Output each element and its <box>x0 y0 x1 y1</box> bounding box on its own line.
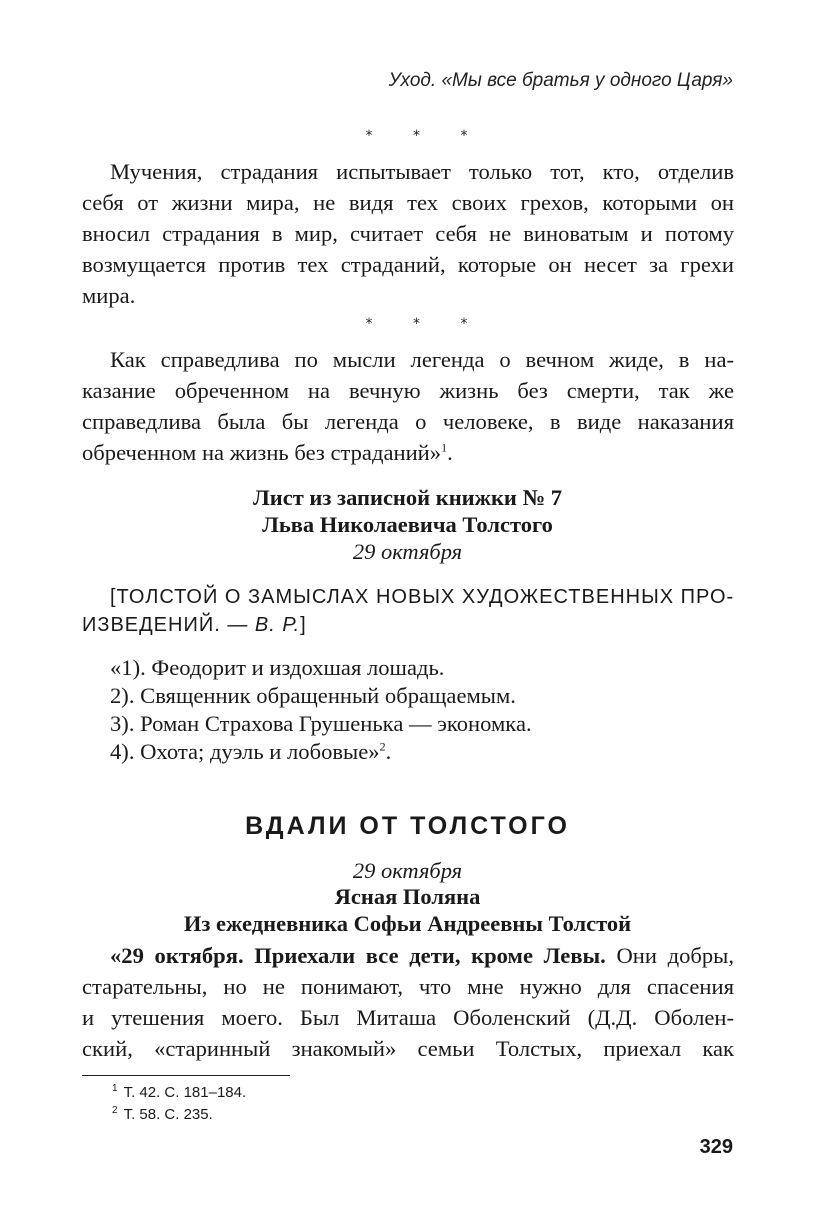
footnote: $^1$ Т. 42. С. 181–184. <box>112 1083 247 1101</box>
editor-note <box>82 583 735 639</box>
list-item: «1). Феодорит и издохшая лошадь. <box>110 655 445 680</box>
notebook-title-line2: Льва Николаевича Толстого <box>262 512 553 537</box>
section-separator: * * * <box>365 316 486 332</box>
footnote-ref: 1 <box>441 440 448 455</box>
text-line: справедлива была бы легенда о человеке, в виде наказания <box>82 409 734 434</box>
text-line: ский, «старинный знакомый» семьи Толстых, приехал как <box>82 1036 734 1061</box>
footnote-divider <box>82 1075 290 1076</box>
notebook-title-line1: Лист из записной книжки № 7 <box>253 485 562 510</box>
notebook-date: 29 октября <box>352 539 463 564</box>
text-line: казание обреченном на вечную жизнь без смерти, так же <box>82 378 734 403</box>
footnotes <box>112 1082 246 1126</box>
text-line: Мучения, страдания испытывает только тот, кто, отделив <box>110 159 734 184</box>
text-line: обреченном на жизнь без страданий»$^1$. <box>82 440 453 465</box>
running-header: Уход. «Мы все братья у одного Царя» <box>388 70 733 91</box>
chapter-source: Из ежедневника Софьи Андреевны Толстой <box>183 911 632 936</box>
text-line: возмущается против тех страданий, которые он несет за грехи <box>82 252 734 277</box>
ideas-list <box>110 654 532 766</box>
paragraph-suffering <box>82 156 734 311</box>
text-line: себя от жизни мира, не видя тех своих грехов, которыми он <box>82 190 734 215</box>
editor-note-line: ИЗВЕДЕНИЙ. — В. Р.] <box>82 614 307 636</box>
text-line: вносил страдания в мир, считает себя не виноватым и потому <box>82 221 734 246</box>
footnote: $^2$ Т. 58. С. 235. <box>112 1105 213 1123</box>
chapter-title: ВДАЛИ ОТ ТОЛСТОГО <box>245 812 570 840</box>
footnote-ref: 2 <box>379 739 386 754</box>
text-line: старательны, но не понимают, что мне нужно для спасения <box>82 974 734 999</box>
list-item: 4). Охота; дуэль и лобовые»$^2$. <box>110 739 392 764</box>
text-line: Как справедлива по мысли легенда о вечном жиде, в на- <box>110 347 734 372</box>
list-item: 2). Священник обращенный обращаемым. <box>110 683 516 708</box>
text-line: «29 октября. Приехали все дети, кроме Левы. Они добры, <box>110 943 734 968</box>
diary-lead: «29 октября. Приехали все дети, кроме Левы. <box>110 943 606 968</box>
chapter-date: 29 октября <box>352 858 463 883</box>
text-line: мира. <box>82 283 136 308</box>
paragraph-legend <box>82 344 734 468</box>
chapter-place: Ясная Поляна <box>334 884 481 909</box>
text-line: и утешения моего. Был Миташа Оболенский (Д.Д. Оболен- <box>82 1005 734 1030</box>
editor-note-line: [ТОЛСТОЙ О ЗАМЫСЛАХ НОВЫХ ХУДОЖЕСТВЕННЫХ ПРО- <box>110 586 735 608</box>
page-number: 329 <box>699 1136 733 1158</box>
section-separator: * * * <box>365 128 486 144</box>
list-item: 3). Роман Страхова Грушенька — экономка. <box>110 711 532 736</box>
paragraph-diary <box>82 940 734 1064</box>
